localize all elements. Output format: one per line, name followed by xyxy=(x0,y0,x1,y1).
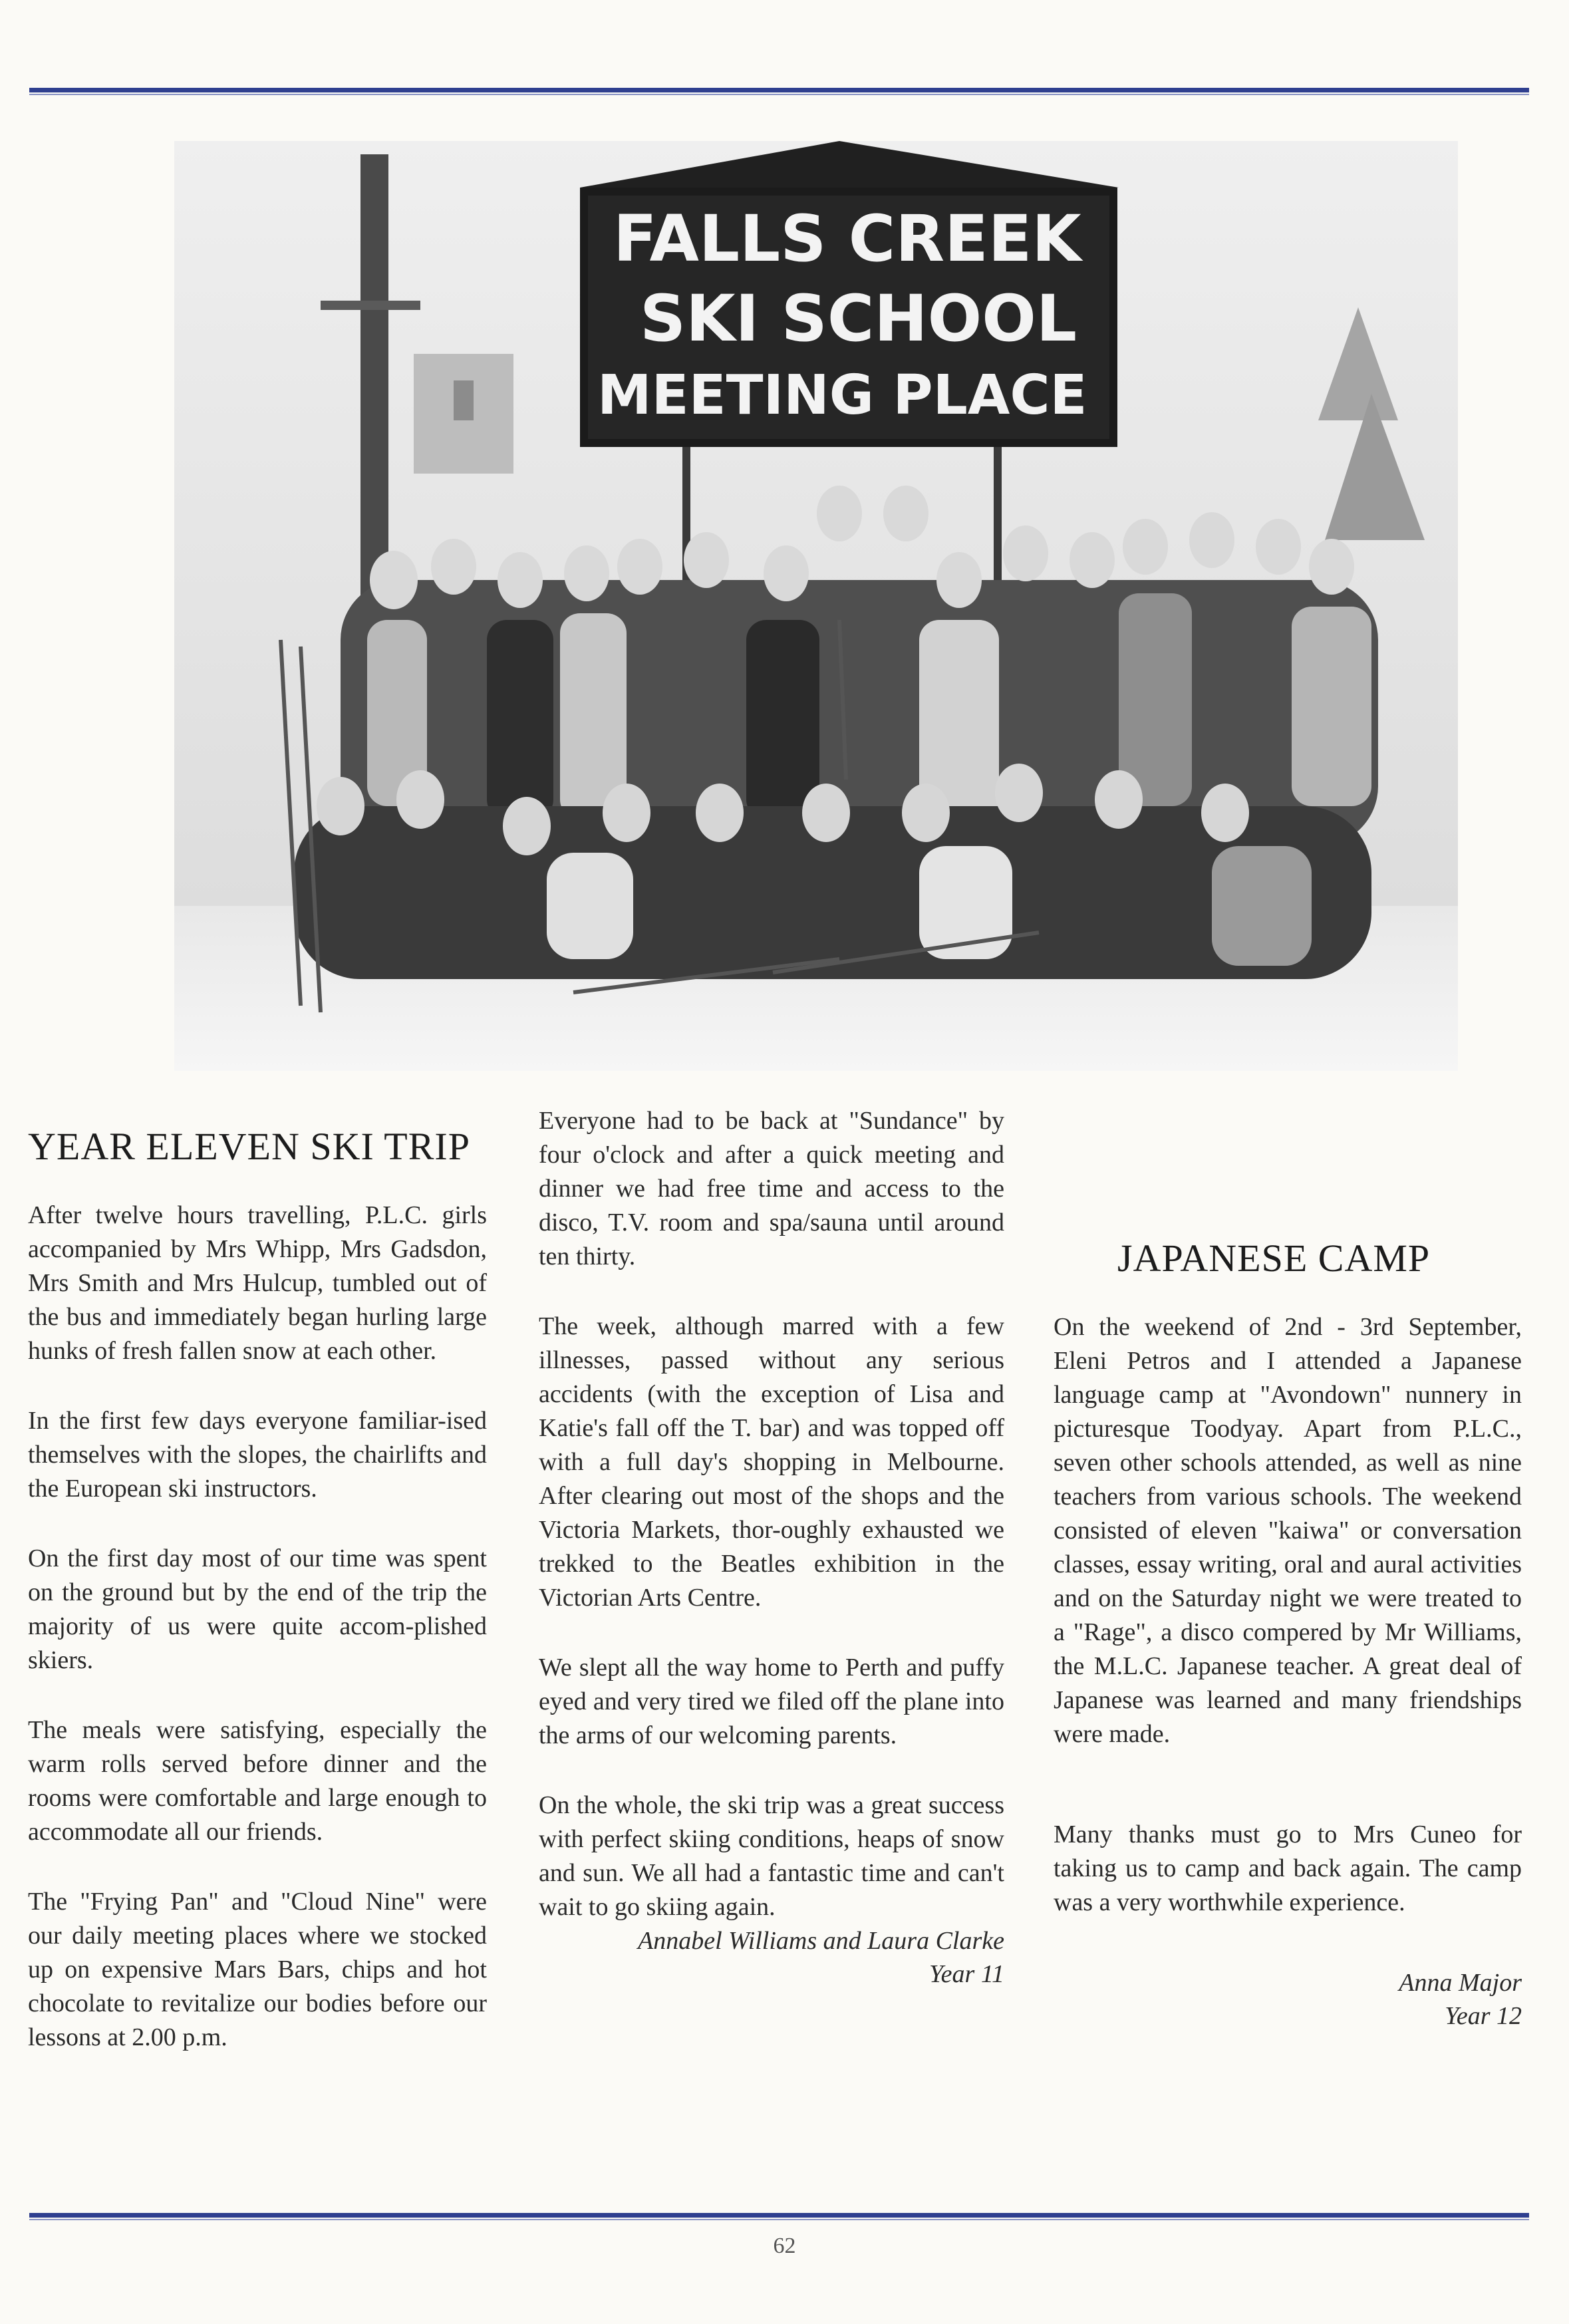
sign-line-1: FALLS CREEK xyxy=(613,202,1081,276)
sign-line-2: SKI SCHOOL xyxy=(640,281,1077,356)
top-rule xyxy=(29,88,1529,92)
bottom-rule xyxy=(29,2213,1529,2218)
article1-paragraph: In the first few days everyone familiar-ised themselves with the slopes, the chairlifts and the European ski instructors. xyxy=(28,1407,487,1503)
group-photo xyxy=(174,141,1458,1071)
article1-paragraph: On the first day most of our time was spent on the ground but by the end of the trip the majority of us were quite accom-plished skiers. xyxy=(28,1544,487,1674)
article2-column xyxy=(1054,1310,1522,2033)
article1-paragraph: The meals were satisfying, especially the warm rolls served before dinner and the rooms were comfortable and large enough to accommodate all our friends. xyxy=(28,1716,487,1846)
article1-paragraph: We slept all the way home to Perth and puffy eyed and very tired we filed off the plane into the arms of our welcoming parents. xyxy=(539,1654,1004,1749)
article2-title: JAPANESE CAMP xyxy=(1117,1236,1431,1280)
article1-year: Year 11 xyxy=(929,1960,1004,1988)
article1-paragraph: After twelve hours travelling, P.L.C. girls accompanied by Mrs Whipp, Mrs Gadsdon, Mrs Smith and Mrs Hulcup, tumbled out of the bus and immediately began hurling large hunks of fresh fallen snow at each other. xyxy=(28,1201,487,1365)
article2-paragraph: On the weekend of 2nd - 3rd September, Eleni Petros and I attended a Japanese language camp at "Avondown" nunnery in picturesque Toodyay. Apart from P.L.C., seven other schools attended, as well as nine teachers from various schools. The weekend consisted of eleven "kaiwa" or conversation classes, essay writing, oral and aural activities and on the Saturday night we were treated to a "Rage", a disco compered by Mr Williams, the M.L.C. Japanese teacher. A great deal of Japanese was learned and many friendships were made. xyxy=(1054,1313,1522,1748)
photo-illustration xyxy=(174,141,1458,1071)
sign-line-3: MEETING PLACE xyxy=(597,364,1087,427)
article1-column2 xyxy=(539,1104,1004,1991)
article1-author: Annabel Williams and Laura Clarke xyxy=(638,1927,1004,1955)
article1-title: YEAR ELEVEN SKI TRIP xyxy=(28,1125,470,1168)
article2-paragraph: Many thanks must go to Mrs Cuneo for taking us to camp and back again. The camp was a very worthwhile experience. xyxy=(1054,1820,1522,1916)
article2-year: Year 12 xyxy=(1445,2002,1522,2030)
page-number: 62 xyxy=(773,2234,796,2258)
article1-paragraph: The "Frying Pan" and "Cloud Nine" were our daily meeting places where we stocked up on expensive Mars Bars, chips and hot chocolate to revitalize our bodies before our lessons at 2.00 p.m. xyxy=(28,1888,487,2051)
article1-paragraph: The week, although marred with a few illnesses, passed without any serious accidents (with the exception of Lisa and Katie's fall off the T. bar) and was topped off with a full day's shopping in Melbourne. After clearing out most of the shops and the Victoria Markets, thor-oughly exhausted we trekked to the Beatles exhibition in the Victorian Arts Centre. xyxy=(539,1312,1004,1612)
article1-paragraph: Everyone had to be back at "Sundance" by four o'clock and after a quick meeting and dinner we had free time and access to the disco, T.V. room and spa/sauna until around ten thirty. xyxy=(539,1107,1004,1270)
article1-column1 xyxy=(28,1199,487,2091)
article1-paragraph: On the whole, the ski trip was a great success with perfect skiing conditions, heaps of snow and sun. We all had a fantastic time and can't wait to go skiing again. xyxy=(539,1791,1004,1921)
article2-author: Anna Major xyxy=(1399,1969,1522,1997)
